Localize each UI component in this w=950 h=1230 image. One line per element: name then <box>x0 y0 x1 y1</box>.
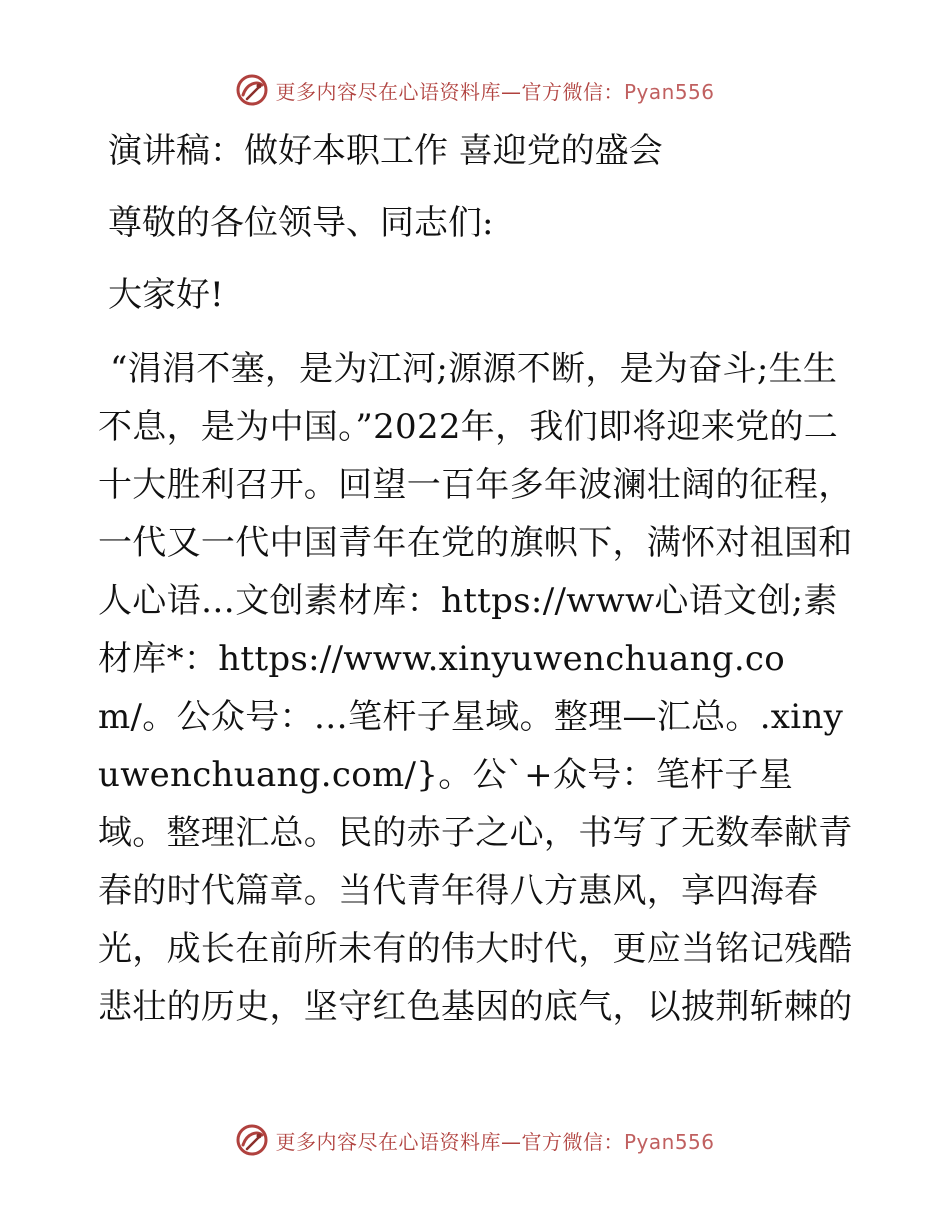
document-body <box>98 122 854 1036</box>
salutation: 尊敬的各位领导、同志们: <box>108 203 494 243</box>
watermark-text: 更多内容尽在心语资料库—官方微信：Pyan556 <box>275 1129 715 1154</box>
document-title: 演讲稿：做好本职工作 喜迎党的盛会 <box>108 131 663 171</box>
brush-swirl-logo-icon <box>235 1123 269 1157</box>
footer-watermark-banner <box>0 1120 950 1160</box>
wechat-id: Pyan556 <box>623 79 715 104</box>
wechat-id: Pyan556 <box>623 1129 715 1154</box>
watermark-text: 更多内容尽在心语资料库—官方微信：Pyan556 <box>275 79 715 104</box>
greeting: 大家好! <box>108 275 224 315</box>
body-paragraph: “涓涓不塞，是为江河;源源不断，是为奋斗;生生不息，是为中国。”2022年，我们即将迎来党的二十大胜利召开。回望一百年多年波澜壮阔的征程，一代又一代中国青年在党的旗帜下，满怀对祖国和人心语…文创素材库：https://www心语文创;素材库*：https://www.xinyuwenchuang.com/。公众号：…笔杆子星域。整理—汇总。.xinyuwenchuang.com/}。公`+众号：笔杆子星域。整理汇总。民的赤子之心，书写了无数奉献青春的时代篇章。当代青年得八方惠风，享四海春光，成长在前所未有的伟大时代，更应当铭记残酷悲壮的历史，坚守红色基因的底气，以披荆斩棘的 <box>98 349 853 1027</box>
header-watermark-banner <box>0 70 950 110</box>
brush-swirl-logo-icon <box>235 73 269 107</box>
